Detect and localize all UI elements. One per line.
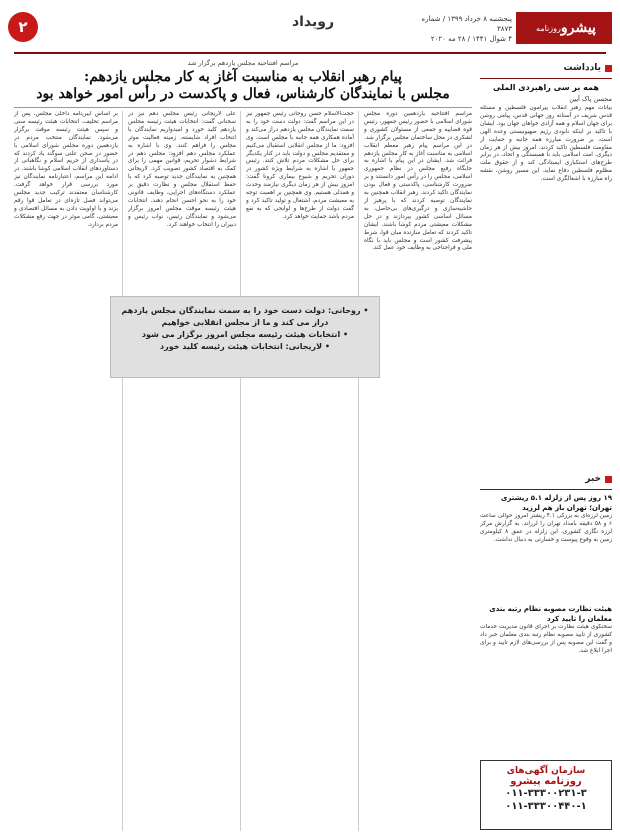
- header-rule: [14, 52, 606, 54]
- ad-title: سازمان آگهی‌های: [506, 766, 586, 776]
- quote-box: [110, 296, 380, 378]
- issue-date-line: ۴ شوال ۱۴۴۱ / ۲۸ مه ۲۰۲۰: [430, 35, 512, 43]
- logo-main-text: پیشرو: [560, 20, 596, 36]
- column-divider: [358, 111, 359, 831]
- logo-small-text: روزنامه: [536, 23, 561, 33]
- article-column: حجت‌الاسلام حسن روحانی رئیس جمهور نیز در این مراسم گفت: دولت دست خود را به سمت نمایندگان مجلس یازدهم دراز می‌کند و آماده همکاری همه جانبه با مجلس است. وی افزود: ما از مجلس انقلابی استقبال می‌کنیم و معتقدیم مجلس و دولت باید در کنار یکدیگر برای حل مشکلات مردم تلاش کنند. رئیس جمهور با اشاره به شرایط ویژه کشور در دوران تحریم و شیوع بیماری کرونا گفت: امروز بیش از هر زمان دیگری نیازمند وحدت و همدلی هستیم. وی همچنین بر اهمیت توجه به معیشت مردم، اشتغال و تولید تاکید کرد و گفت دولت از طرح‌ها و لوایحی که به نفع مردم باشد حمایت خواهد کرد.: [246, 111, 354, 220]
- article-headline-1: پیام رهبر انقلاب به مناسبت آغاز به کار مجلس یازدهم:: [84, 69, 402, 85]
- news-label-text: خبر: [585, 474, 601, 484]
- red-square-icon: [605, 65, 612, 72]
- article-headline-2: مجلس با نمایندگان کارشناس، فعال و پاکدست در رأس امور خواهد بود: [36, 86, 450, 102]
- news-item-body: زمین لرزه‌ای به بزرگی ۴.۱ ریشتر امروز حوالی ساعت ۶ و ۵۸ دقیقه بامداد تهران را لرزاند. به گزارش مرکز لرزه نگاری کشوری، این زلزله در عمق ۸ کیلومتری زمین به وقوع پیوست و خسارتی به دنبال نداشت.: [480, 513, 612, 543]
- right-sidebar: [480, 60, 612, 830]
- ad-title-2: روزنامه پیشرو: [510, 776, 582, 787]
- news-item-title: ۱۹ روز پس از زلزله ۵.۱ ریشتری تهران؛ تهران باز هم لرزید: [500, 494, 612, 512]
- quote-line: دراز می کند و ما از مجلس انقلابی خواهیم: [161, 318, 329, 327]
- ad-phone: ۰۱۱-۳۳۳۰۰۴۴۰-۱: [505, 801, 587, 812]
- ad-phone: ۰۱۱-۳۳۳۰۰۲۳۱-۳: [505, 788, 587, 799]
- article-column: مراسم افتتاحیه یازدهمین دوره مجلس شورای اسلامی با حضور رئیس جمهور، رئیس قوه قضاییه و جمعی از مسئولان کشوری و لشکری در محل ساختمان مجلس برگزار شد. در این مراسم پیام رهبر معظم انقلاب اسلامی به مناسبت آغاز به کار مجلس یازدهم قرائت شد. ایشان در این پیام با اشاره به جایگاه رفیع مجلس در نظام جمهوری اسلامی، مجلس را در رأس امور دانستند و بر ضرورت کارشناسی، پاکدستی و فعال بودن نمایندگان تاکید کردند. رهبر انقلاب همچنین به نمایندگان توصیه کردند که با پرهیز از حاشیه‌سازی و درگیری‌های بی‌حاصل، به مسائل اساسی کشور بپردازند و در حل مشکلات معیشتی مردم کوشا باشند. ایشان تاکید کردند که تعامل سازنده میان قوا، شرط پیشرفت کشور است و مجلس باید با نگاه ملی و فراجناحی به وظایف خود عمل کند.: [364, 111, 472, 252]
- issue-date: [420, 14, 512, 44]
- column-divider: [240, 111, 241, 831]
- red-square-icon: [605, 476, 612, 483]
- news-item-body: سخنگوی هیئت نظارت بر اجرای قانون مدیریت خدمات کشوری از تایید مصوبه نظام رتبه بندی معلمان خبر داد و گفت این مصوبه پس از بررسی‌های لازم تایید و برای اجرا ابلاغ شد.: [480, 624, 612, 654]
- note-author: محسن پاک آیین: [569, 95, 612, 103]
- article-column: بر اساس آیین‌نامه داخلی مجلس، پس از مراسم تحلیف، انتخابات هیئت رئیسه سنی و سپس هیئت رئیسه موقت برگزار می‌شود. نمایندگان منتخب مردم در یازدهمین دوره مجلس شورای اسلامی با حضور در صحن علنی سوگند یاد کردند که در پاسداری از حریم اسلام و نگاهبانی از دستاوردهای انقلاب اسلامی کوشا باشند. در ادامه این مراسم، اعتبارنامه نمایندگان نیز مورد بررسی قرار خواهد گرفت. کارشناسان معتقدند ترکیب جدید مجلس می‌تواند فصل تازه‌ای در تعامل قوا رقم بزند و با اولویت دادن به مسائل اقتصادی و معیشتی، گامی موثر در جهت رفع مشکلات مردم بردارد.: [14, 111, 118, 228]
- section-title: رویداد: [291, 14, 335, 30]
- news-item-title: هیئت نظارت مصوبه نظام رتبه بندی معلمان را تایید کرد: [489, 605, 612, 623]
- note-section-label: [480, 60, 612, 76]
- article-kicker: مراسم افتتاحیه مجلس یازدهم برگزار شد: [187, 59, 299, 67]
- quote-line: • انتخابات هیئت رئیسه مجلس امروز برگزار می شود: [141, 330, 349, 339]
- headline-rule: [14, 107, 472, 108]
- page-number-badge: ۲: [8, 12, 38, 42]
- quote-line: • روحانی: دولت دست خود را به سمت نمایندگان مجلس یازدهم: [121, 306, 369, 315]
- note-title: همه بر سی راهبردی الملی: [493, 83, 599, 92]
- newspaper-logo: [516, 12, 612, 44]
- sidebar-rule: [480, 78, 612, 79]
- issue-date-line: پنجشنبه ۸ خرداد ۱۳۹۹ / شماره ۳۸۷۳: [421, 15, 512, 33]
- main-article: [14, 56, 472, 832]
- article-columns: [14, 111, 472, 831]
- sidebar-rule: [480, 489, 612, 490]
- news-section-label: [480, 471, 612, 487]
- note-body: بیانات مهم رهبر انقلاب پیرامون فلسطین و مسئله قدس شریف در آستانه روز جهانی قدس، پیامی روشن برای جهان اسلام و همه آزادی خواهان جهان بود. ایشان با تاکید بر اینکه نابودی رژیم صهیونیستی وعده الهی است، بر ضرورت مبارزه همه جانبه و حمایت از مقاومت فلسطین تاکید کردند. امروز بیش از هر زمان دیگری، امت اسلامی باید با همبستگی و اتحاد، در برابر طرح‌های استکباری ایستادگی کند و از حقوق ملت مظلوم فلسطین دفاع نماید. این مسیر روشن، نقشه راه مبارزه با اشغالگری است.: [480, 105, 612, 183]
- ad-box: [480, 760, 612, 830]
- article-column: علی لاریجانی رئیس مجلس دهم نیز در سخنانی گفت: انتخابات هیئت رئیسه مجلس یازدهم کلید خورد و امیدواریم نمایندگان با انتخاب افراد شایسته، زمینه فعالیت موثر مجلس را فراهم کنند. وی با اشاره به عملکرد مجلس دهم افزود: مجلس دهم در شرایط دشوار تحریم، قوانین مهمی را برای کمک به اقتصاد کشور تصویب کرد. لاریجانی همچنین به نمایندگان جدید توصیه کرد که با حفظ استقلال مجلس و نظارت دقیق بر عملکرد دستگاه‌های اجرایی، وظایف قانونی خود را به نحو احسن انجام دهند. انتخابات هیئت رئیسه موقت مجلس امروز برگزار می‌شود و نمایندگان رئیس، نواب رئیس و دبیران را انتخاب خواهند کرد.: [128, 111, 236, 228]
- quote-line: • لاریجانی: انتخابات هیئت رئیسه کلید خورد: [160, 342, 330, 351]
- column-divider: [122, 111, 123, 831]
- note-label-text: یادداشت: [563, 63, 601, 73]
